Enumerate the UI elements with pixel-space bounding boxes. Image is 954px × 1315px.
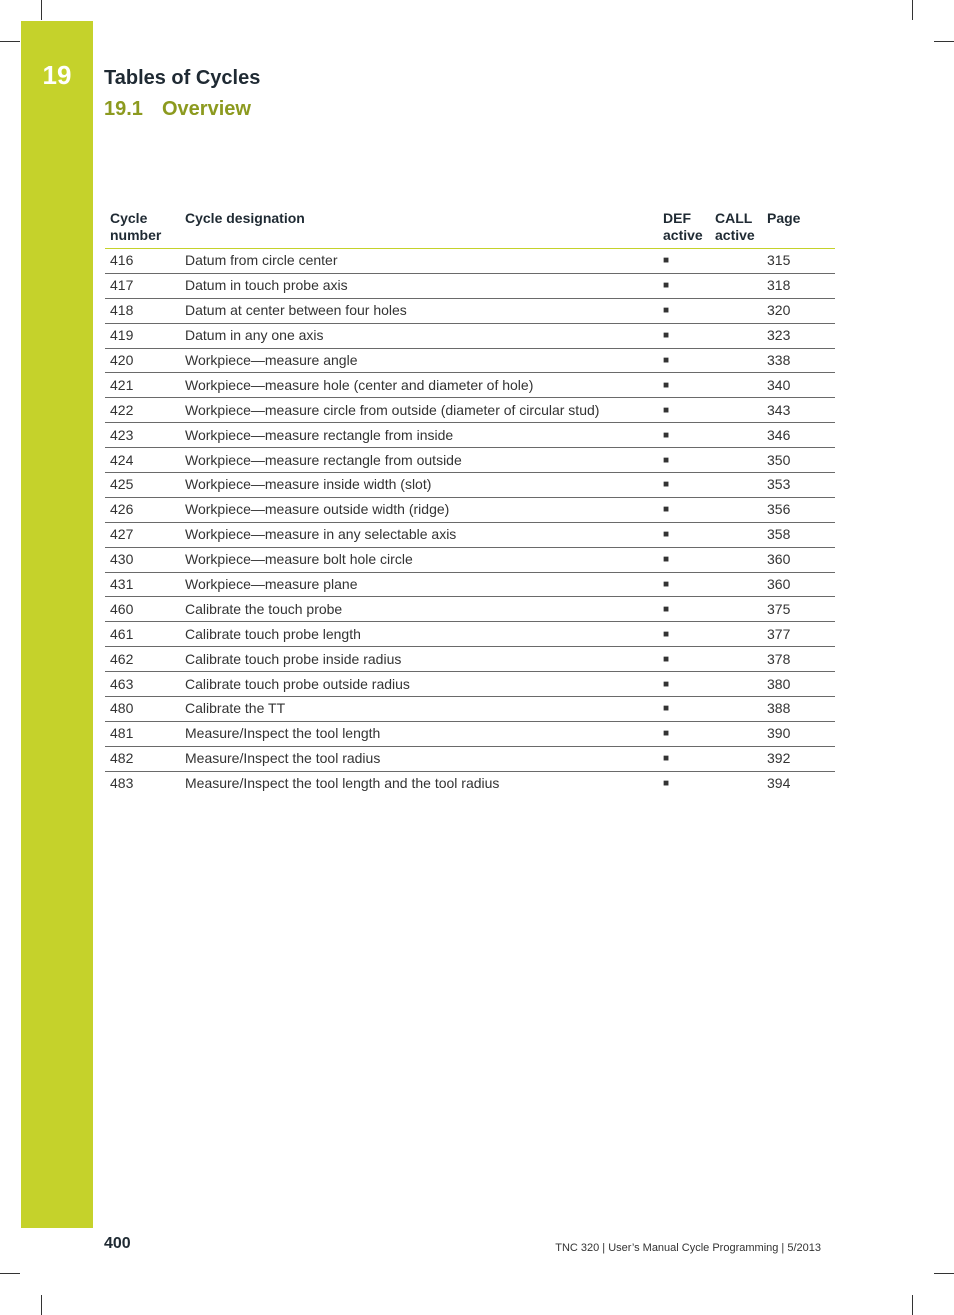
def-active-cell: ■ [658, 473, 710, 498]
table-row [105, 398, 835, 423]
page-cell: 350 [762, 448, 835, 473]
call-active-cell [710, 522, 762, 547]
header-def-active: DEF active [658, 207, 710, 249]
table-row [105, 423, 835, 448]
chapter-sidebar [21, 21, 93, 1228]
table-row [105, 746, 835, 771]
call-active-cell [710, 497, 762, 522]
chapter-number: 19 [42, 60, 72, 90]
call-active-cell [710, 647, 762, 672]
cycle-designation-cell: Workpiece—measure circle from outside (diameter of circular stud) [180, 398, 658, 423]
cycle-number-cell: 426 [105, 497, 180, 522]
header-call-active: CALL active [710, 207, 762, 249]
cycle-designation-cell: Workpiece—measure plane [180, 572, 658, 597]
table-row [105, 249, 835, 274]
cycle-designation-cell: Datum in any one axis [180, 323, 658, 348]
call-active-cell [710, 672, 762, 697]
call-active-cell [710, 697, 762, 722]
crop-mark [934, 1273, 954, 1274]
page-cell: 380 [762, 672, 835, 697]
cycle-designation-cell: Datum from circle center [180, 249, 658, 274]
cycle-number-cell: 480 [105, 697, 180, 722]
header-page: Page [762, 207, 835, 249]
table-row [105, 473, 835, 498]
call-active-cell [710, 473, 762, 498]
call-active-cell [710, 423, 762, 448]
table-header-row [105, 207, 835, 249]
crop-mark [0, 1273, 20, 1274]
cycle-number-cell: 460 [105, 597, 180, 622]
page-cell: 378 [762, 647, 835, 672]
table-row [105, 298, 835, 323]
cycle-designation-cell: Workpiece—measure hole (center and diameter of hole) [180, 373, 658, 398]
cycle-number-cell: 483 [110, 775, 134, 792]
crop-mark [0, 41, 20, 42]
cycle-designation-cell: Calibrate touch probe length [180, 622, 658, 647]
cycle-number-cell: 430 [105, 547, 180, 572]
table-row [105, 572, 835, 597]
cycle-number-cell: 417 [105, 273, 180, 298]
page-cell: 356 [762, 497, 835, 522]
cycle-number-cell: 424 [105, 448, 180, 473]
cycle-designation-cell: Calibrate touch probe inside radius [180, 647, 658, 672]
call-active-cell [710, 298, 762, 323]
def-active-cell: ■ [658, 721, 710, 746]
def-active-cell: ■ [658, 373, 710, 398]
call-active-cell [710, 323, 762, 348]
def-active-cell: ■ [658, 647, 710, 672]
call-active-cell [710, 771, 762, 795]
page-cell: 390 [762, 721, 835, 746]
cycle-designation-cell: Datum at center between four holes [180, 298, 658, 323]
call-active-cell [710, 348, 762, 373]
def-active-cell: ■ [658, 249, 710, 274]
call-active-cell [710, 572, 762, 597]
table-row [105, 697, 835, 722]
def-active-cell: ■ [658, 423, 710, 448]
crop-mark [912, 0, 913, 20]
cycle-number-cell: 482 [105, 746, 180, 771]
def-active-cell: ■ [658, 572, 710, 597]
crop-mark [912, 1295, 913, 1315]
cycle-number-cell: 422 [105, 398, 180, 423]
crop-mark [41, 0, 42, 20]
def-active-cell: ■ [663, 778, 670, 790]
page-cell: 343 [762, 398, 835, 423]
call-active-cell [710, 622, 762, 647]
table-row [105, 771, 835, 795]
page-cell: 375 [762, 597, 835, 622]
cycle-designation-cell: Workpiece—measure outside width (ridge) [180, 497, 658, 522]
cycle-number-cell: 418 [105, 298, 180, 323]
def-active-cell: ■ [658, 497, 710, 522]
table-row [105, 547, 835, 572]
page-cell: 318 [762, 273, 835, 298]
def-active-cell: ■ [658, 622, 710, 647]
page-cell: 353 [762, 473, 835, 498]
cycle-designation-cell: Workpiece—measure inside width (slot) [180, 473, 658, 498]
section-number: 19.1 [104, 98, 143, 120]
def-active-cell: ■ [658, 273, 710, 298]
cycle-number-cell: 421 [105, 373, 180, 398]
cycle-designation-cell: Measure/Inspect the tool length [180, 721, 658, 746]
chapter-title: Tables of Cycles [104, 67, 261, 89]
section-title: Overview [162, 98, 251, 120]
call-active-cell [710, 273, 762, 298]
def-active-cell: ■ [658, 746, 710, 771]
page-cell: 315 [762, 249, 835, 274]
cycle-number-cell: 462 [105, 647, 180, 672]
cycle-designation-cell: Measure/Inspect the tool length and the tool radius [185, 775, 500, 792]
cycle-number-cell: 463 [105, 672, 180, 697]
cycle-designation-cell: Workpiece—measure angle [180, 348, 658, 373]
crop-mark [41, 1295, 42, 1315]
cycle-number-cell: 420 [105, 348, 180, 373]
cycle-number-cell: 481 [105, 721, 180, 746]
page-cell: 377 [762, 622, 835, 647]
page-cell: 338 [762, 348, 835, 373]
table-row [105, 721, 835, 746]
cycle-number-cell: 419 [105, 323, 180, 348]
page-cell: 392 [762, 746, 835, 771]
header-cycle-number: Cycle number [105, 207, 180, 249]
cycle-designation-cell: Calibrate the touch probe [180, 597, 658, 622]
page-number: 400 [104, 1235, 131, 1252]
crop-mark [934, 41, 954, 42]
def-active-cell: ■ [658, 298, 710, 323]
cycle-number-cell: 461 [105, 622, 180, 647]
cycle-designation-cell: Measure/Inspect the tool radius [180, 746, 658, 771]
call-active-cell [710, 721, 762, 746]
table-row [105, 323, 835, 348]
table-row [105, 672, 835, 697]
call-active-cell [710, 398, 762, 423]
call-active-cell [710, 746, 762, 771]
table-row [105, 373, 835, 398]
def-active-cell: ■ [658, 522, 710, 547]
page-cell: 323 [762, 323, 835, 348]
table-row [105, 348, 835, 373]
page-cell: 320 [762, 298, 835, 323]
cycle-number-cell: 423 [105, 423, 180, 448]
cycle-designation-cell: Datum in touch probe axis [180, 273, 658, 298]
header-cycle-designation: Cycle designation [180, 207, 658, 249]
cycle-number-cell: 427 [105, 522, 180, 547]
call-active-cell [710, 597, 762, 622]
table-row [105, 647, 835, 672]
def-active-cell: ■ [658, 597, 710, 622]
cycle-number-cell: 416 [105, 249, 180, 274]
call-active-cell [710, 373, 762, 398]
def-active-cell: ■ [658, 547, 710, 572]
table-row [105, 448, 835, 473]
table-row [105, 622, 835, 647]
cycles-table [105, 207, 835, 796]
table-row [105, 597, 835, 622]
cycle-designation-cell: Calibrate the TT [180, 697, 658, 722]
page-cell: 360 [762, 547, 835, 572]
cycle-designation-cell: Workpiece—measure in any selectable axis [180, 522, 658, 547]
table-row [105, 273, 835, 298]
def-active-cell: ■ [658, 323, 710, 348]
cycle-number-cell: 431 [105, 572, 180, 597]
page-cell: 358 [762, 522, 835, 547]
page-cell: 394 [767, 775, 791, 792]
def-active-cell: ■ [658, 672, 710, 697]
page-cell: 346 [762, 423, 835, 448]
call-active-cell [710, 249, 762, 274]
section-heading [104, 98, 251, 121]
def-active-cell: ■ [658, 348, 710, 373]
def-active-cell: ■ [658, 448, 710, 473]
table-row [105, 497, 835, 522]
footer-text: TNC 320 | User’s Manual Cycle Programming | 5/2013 [555, 1242, 821, 1254]
cycle-designation-cell: Workpiece—measure rectangle from outside [180, 448, 658, 473]
cycle-designation-cell: Workpiece—measure rectangle from inside [180, 423, 658, 448]
call-active-cell [710, 448, 762, 473]
cycle-designation-cell: Workpiece—measure bolt hole circle [180, 547, 658, 572]
table-row [105, 522, 835, 547]
page-cell: 388 [762, 697, 835, 722]
cycle-designation-cell: Calibrate touch probe outside radius [180, 672, 658, 697]
def-active-cell: ■ [658, 398, 710, 423]
page-cell: 360 [762, 572, 835, 597]
cycle-number-cell: 425 [105, 473, 180, 498]
call-active-cell [710, 547, 762, 572]
page-cell: 340 [762, 373, 835, 398]
def-active-cell: ■ [658, 697, 710, 722]
